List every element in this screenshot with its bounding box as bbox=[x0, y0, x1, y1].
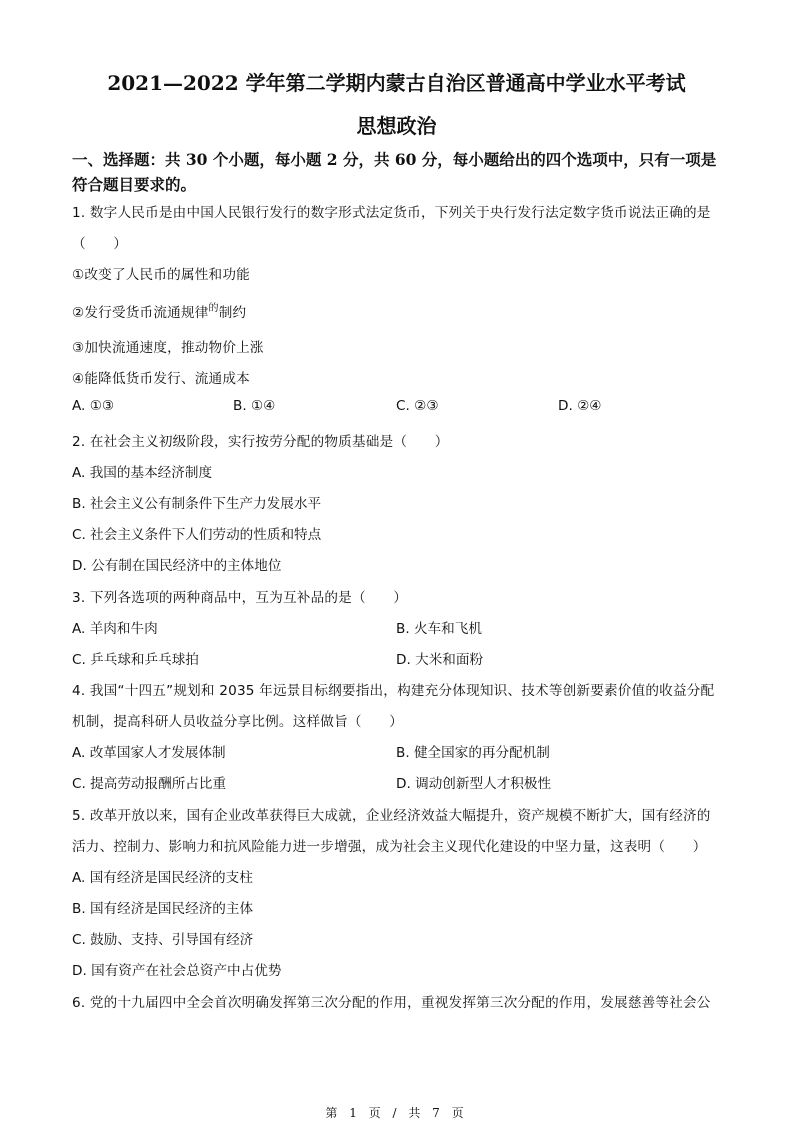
statement-2-tail: 制约 bbox=[218, 305, 247, 321]
question-4-stem-cont: 机制，提高科研人员收益分享比例。这样做旨（ ） bbox=[72, 714, 404, 730]
statement-1: ①改变了人民币的属性和功能 bbox=[72, 267, 250, 283]
statement-2-text: ②发行受货币流通规律 bbox=[72, 305, 209, 321]
option-d[interactable]: D. 国有资产在社会总资产中占优势 bbox=[72, 963, 282, 979]
option-d[interactable]: D. 调动创新型人才积极性 bbox=[396, 776, 552, 792]
subject-title: 思想政治 bbox=[356, 114, 437, 138]
question-3-stem: 3. 下列各选项的两种商品中，互为互补品的是（ ） bbox=[72, 590, 408, 606]
option-b[interactable]: B. 火车和飞机 bbox=[396, 621, 482, 637]
page-footer: 第 1 页 / 共 7 页 bbox=[325, 1106, 468, 1120]
option-d[interactable]: D. 公有制在国民经济中的主体地位 bbox=[72, 558, 282, 574]
statement-4: ④能降低货币发行、流通成本 bbox=[72, 371, 250, 387]
question-5-stem-cont: 活力、控制力、影响力和抗风险能力进一步增强，成为社会主义现代化建设的中坚力量，这表明（ ） bbox=[72, 839, 707, 855]
question-2-stem: 2. 在社会主义初级阶段，实行按劳分配的物质基础是（ ） bbox=[72, 434, 449, 450]
statement-2 bbox=[72, 301, 246, 321]
section-heading-cont: 符合题目要求的。 bbox=[72, 175, 197, 194]
statement-3: ③加快流通速度，推动物价上涨 bbox=[72, 340, 264, 356]
option-d[interactable]: D. 大米和面粉 bbox=[396, 652, 484, 668]
question-4-stem: 4. 我国“十四五”规划和 2035 年远景目标纲要指出，构建充分体现知识、技术等创新要素价值的收益分配 bbox=[72, 683, 715, 699]
option-c[interactable]: C. 社会主义条件下人们劳动的性质和特点 bbox=[72, 527, 322, 543]
option-c[interactable]: C. 乒乓球和乒乓球拍 bbox=[72, 652, 199, 668]
option-a[interactable]: A. 羊肉和牛肉 bbox=[72, 621, 158, 637]
option-b[interactable]: B. 国有经济是国民经济的主体 bbox=[72, 901, 254, 917]
option-d[interactable]: D. ②④ bbox=[558, 398, 602, 414]
option-a[interactable]: A. 我国的基本经济制度 bbox=[72, 465, 213, 481]
option-b[interactable]: B. ①④ bbox=[233, 398, 276, 414]
option-c[interactable]: C. 提高劳动报酬所占比重 bbox=[72, 776, 227, 792]
question-5-stem: 5. 改革开放以来，国有企业改革获得巨大成就，企业经济效益大幅提升，资产规模不断扩大，国有经济的 bbox=[72, 808, 711, 824]
question-1-stem-bracket: （ ） bbox=[72, 236, 128, 252]
statement-2-superscript: 的 bbox=[208, 303, 219, 314]
option-c[interactable]: C. ②③ bbox=[396, 398, 439, 414]
section-heading: 一、选择题：共 30 个小题，每小题 2 分，共 60 分，每小题给出的四个选项中，只有一项是 bbox=[72, 150, 717, 169]
option-b[interactable]: B. 健全国家的再分配机制 bbox=[396, 745, 550, 761]
question-6-stem: 6. 党的十九届四中全会首次明确发挥第三次分配的作用，重视发挥第三次分配的作用，发展慈善等社会公 bbox=[72, 995, 711, 1011]
option-b[interactable]: B. 社会主义公有制条件下生产力发展水平 bbox=[72, 496, 322, 512]
question-1-stem: 1. 数字人民币是由中国人民银行发行的数字形式法定货币，下列关于央行发行法定数字货币说法正确的是 bbox=[72, 205, 711, 221]
option-a[interactable]: A. ①③ bbox=[72, 398, 115, 414]
option-c[interactable]: C. 鼓励、支持、引导国有经济 bbox=[72, 932, 254, 948]
exam-title: 2021—2022 学年第二学期内蒙古自治区普通高中学业水平考试 bbox=[107, 71, 686, 95]
option-a[interactable]: A. 国有经济是国民经济的支柱 bbox=[72, 870, 253, 886]
option-a[interactable]: A. 改革国家人才发展体制 bbox=[72, 745, 226, 761]
